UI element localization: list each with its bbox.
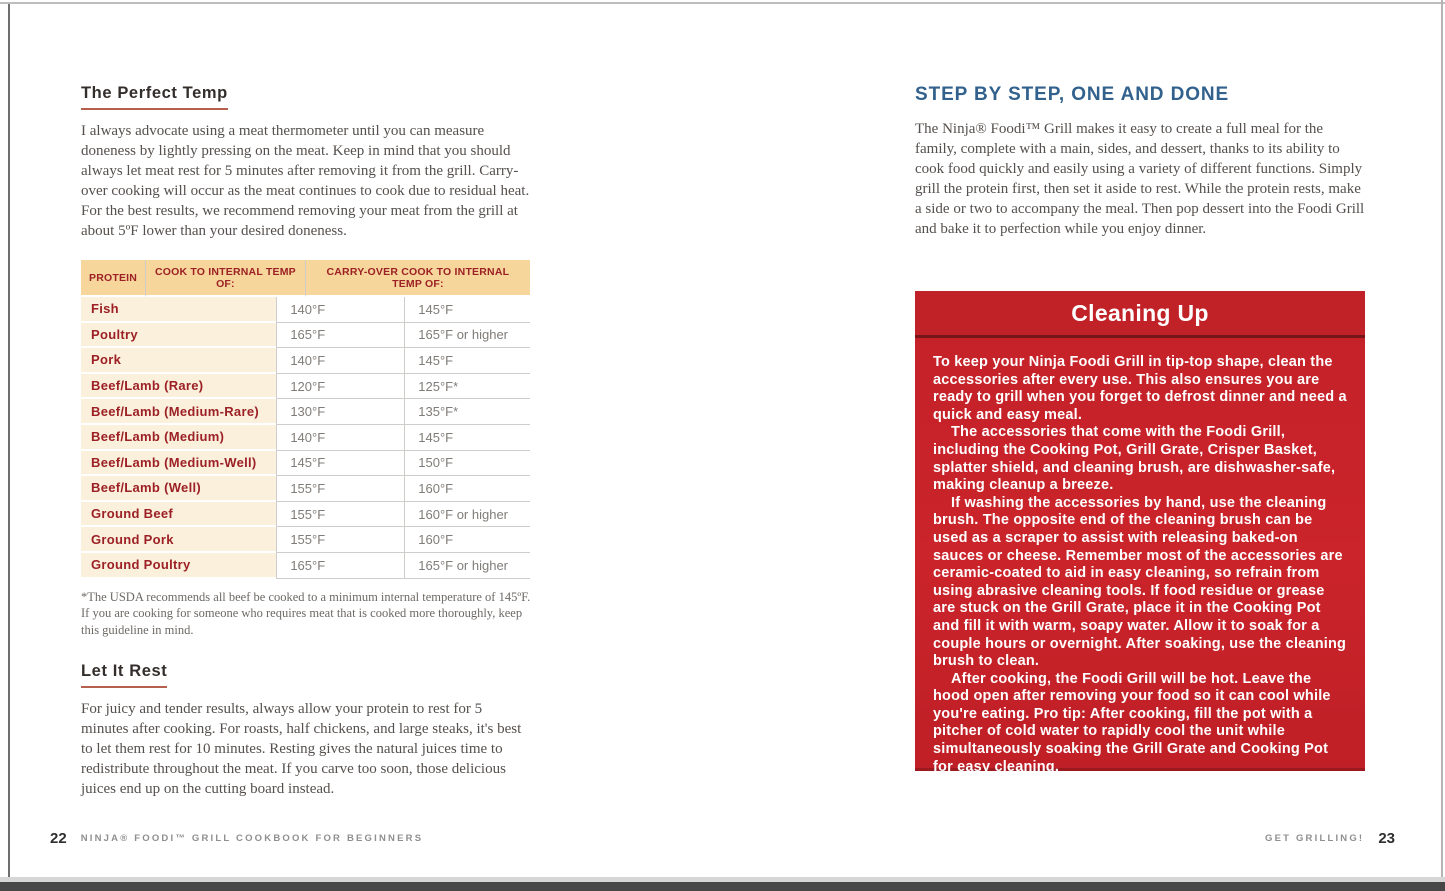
table-cell-carryover-temp: 145°F	[404, 297, 530, 323]
table-cell-protein: Beef/Lamb (Well)	[81, 476, 276, 502]
table-row	[81, 425, 530, 451]
left-running-title: NINJA® FOODI™ GRILL COOKBOOK FOR BEGINNERS	[80, 833, 424, 844]
table-row	[81, 323, 530, 349]
table-cell-protein: Beef/Lamb (Medium-Well)	[81, 451, 276, 477]
page-edge-bottom-dark	[0, 882, 1445, 891]
table-cell-protein: Ground Pork	[81, 527, 276, 553]
section-heading-step-by-step: STEP BY STEP, ONE AND DONE	[915, 84, 1230, 105]
perfect-temp-paragraph: I always advocate using a meat thermometer until you can measure doneness by lightly pressing on the meat. Keep in mind that you should always let meat rest for 5 minutes after removing it from the grill. Carry-over cooking will occur as the meat continues to cook due to residual heat. For the best results, we recommend removing your meat from the grill at about 5ºF lower than your desired doneness.	[81, 123, 530, 239]
table-row	[81, 399, 530, 425]
table-header-cell: COOK TO INTERNAL TEMP OF:	[145, 260, 305, 297]
table-cell-cook-temp: 165°F	[276, 553, 404, 579]
table-cell-cook-temp: 165°F	[276, 323, 404, 349]
table-row	[81, 374, 530, 400]
table-cell-cook-temp: 130°F	[276, 399, 404, 425]
table-cell-protein: Beef/Lamb (Medium-Rare)	[81, 399, 276, 425]
table-row	[81, 348, 530, 374]
right-running-title: GET GRILLING!	[1264, 833, 1365, 844]
step-by-step-paragraph: The Ninja® Foodi™ Grill makes it easy to create a full meal for the family, complete with a main, sides, and dessert, thanks to its ability to cook food quickly and easily using a variety of different functions. Simply grill the protein first, then set it aside to rest. While the protein rests, make a side or two to accompany the meal. Then pop dessert into the Foodi Grill and bake it to perfection while you enjoy dinner.	[915, 121, 1365, 237]
table-cell-carryover-temp: 160°F	[404, 476, 530, 502]
table-cell-carryover-temp: 160°F	[404, 527, 530, 553]
table-cell-protein: Poultry	[81, 323, 276, 349]
table-header-cell: CARRY-OVER COOK TO INTERNAL TEMP OF:	[305, 260, 530, 297]
table-cell-cook-temp: 120°F	[276, 374, 404, 400]
page-edge-left	[8, 4, 10, 878]
table-cell-carryover-temp: 165°F or higher	[404, 323, 530, 349]
temperature-table-header-row	[81, 260, 530, 297]
section-heading-perfect-temp: The Perfect Temp	[81, 84, 228, 110]
cleaning-up-paragraph: To clean the main unit and control panel, wipe with a damp cloth.	[933, 776, 1324, 810]
right-page-number: 23	[1378, 830, 1395, 847]
left-page-number: 22	[50, 830, 67, 847]
cleaning-up-paragraph: After cooking, the Foodi Grill will be hot. Leave the hood open after removing your food so it can cool while you're eating. Pro tip: After cooking, fill the pot with a pitcher of cold water to rapidly cool the unit while simultaneously soaking the Grill Grate and Cooking Pot for easy cleaning.	[933, 670, 1331, 775]
table-row	[81, 502, 530, 528]
table-cell-protein: Ground Beef	[81, 502, 276, 528]
table-cell-cook-temp: 155°F	[276, 527, 404, 553]
page-edge-top	[0, 2, 1445, 4]
table-cell-carryover-temp: 145°F	[404, 425, 530, 451]
table-cell-cook-temp: 155°F	[276, 476, 404, 502]
right-page-footer	[1265, 830, 1395, 847]
cleaning-up-header-band	[915, 291, 1365, 338]
table-cell-cook-temp: 140°F	[276, 348, 404, 374]
cleaning-up-callout-box	[915, 291, 1365, 810]
table-row	[81, 451, 530, 477]
temperature-table-body	[81, 297, 530, 579]
table-cell-carryover-temp: 160°F or higher	[404, 502, 530, 528]
cleaning-up-paragraph: To keep your Ninja Foodi Grill in tip-top shape, clean the accessories after every use. This also ensures you are ready to grill when you forget to defrost dinner and need a quick and easy meal.	[933, 354, 1347, 423]
table-cell-cook-temp: 140°F	[276, 297, 404, 323]
table-cell-protein: Beef/Lamb (Medium)	[81, 425, 276, 451]
table-row	[81, 476, 530, 502]
table-footnote: *The USDA recommends all beef be cooked to a minimum internal temperature of 145ºF. If you are cooking for someone who requires meat that is cooked more thoroughly, keep this guideline in mind.	[81, 589, 531, 637]
table-row	[81, 553, 530, 579]
let-it-rest-paragraph: For juicy and tender results, always allow your protein to rest for 5 minutes after cooking. For roasts, half chickens, and large steaks, it's best to let them rest for 10 minutes. Resting gives the natural juices time to redistribute throughout the meat. If you carve too soon, those delicious juices end up on the cutting board instead.	[81, 701, 522, 798]
table-cell-carryover-temp: 150°F	[404, 451, 530, 477]
cleaning-up-title: Cleaning Up	[1071, 299, 1209, 326]
table-cell-protein: Fish	[81, 297, 276, 323]
table-cell-protein: Beef/Lamb (Rare)	[81, 374, 276, 400]
table-cell-cook-temp: 145°F	[276, 451, 404, 477]
section-heading-let-it-rest: Let It Rest	[81, 662, 167, 688]
left-page-column	[81, 84, 531, 799]
table-cell-protein: Pork	[81, 348, 276, 374]
cleaning-up-paragraph: If washing the accessories by hand, use the cleaning brush. The opposite end of the cleaning brush can be used as a scraper to assist with releasing baked-on sauces or cheese. Remember most of the accessories are ceramic-coated to aid in easy cleaning, so refrain from using abrasive cleaning tools. If food residue or grease are stuck on the Grill Grate, place it in the Cooking Pot and fill it with warm, soapy water. Allow it to soak for a couple hours or overnight. After soaking, use the cleaning brush to clean.	[933, 494, 1347, 670]
table-cell-carryover-temp: 145°F	[404, 348, 530, 374]
cleaning-up-body	[915, 338, 1365, 811]
right-page-column	[915, 84, 1365, 810]
table-cell-carryover-temp: 165°F or higher	[404, 553, 530, 579]
table-cell-carryover-temp: 135°F*	[404, 399, 530, 425]
cleaning-up-paragraph: The accessories that come with the Foodi Grill, including the Cooking Pot, Grill Grate, Crisper Basket, splatter shield, and cleaning brush, are dishwasher-safe, making cleanup a breeze.	[933, 424, 1336, 494]
table-cell-cook-temp: 155°F	[276, 502, 404, 528]
left-page-footer	[50, 830, 423, 847]
page-edge-right	[1441, 0, 1443, 891]
table-cell-protein: Ground Poultry	[81, 553, 276, 579]
table-cell-cook-temp: 140°F	[276, 425, 404, 451]
table-row	[81, 297, 530, 323]
table-header-cell: PROTEIN	[81, 260, 145, 297]
table-cell-carryover-temp: 125°F*	[404, 374, 530, 400]
table-row	[81, 527, 530, 553]
temperature-table	[81, 260, 530, 579]
